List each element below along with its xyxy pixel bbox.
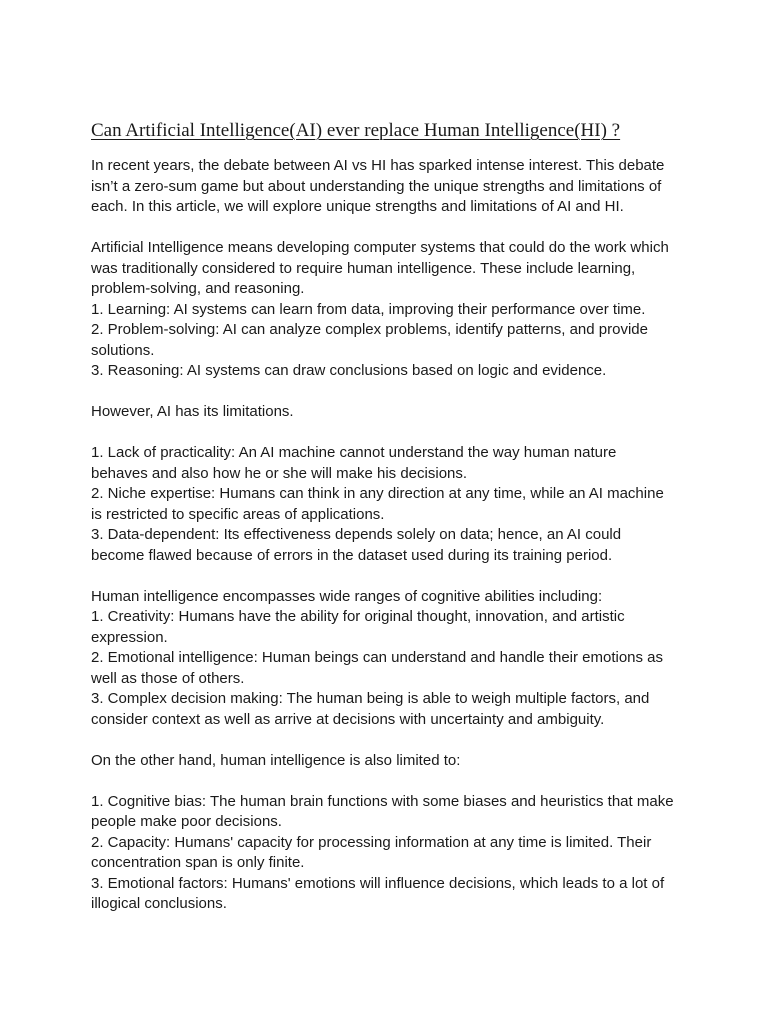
list-item: solutions. (91, 341, 155, 359)
intro-paragraph (91, 156, 691, 218)
document-title: Can Artificial Intelligence(AI) ever replace Human Intelligence(HI) ? (91, 120, 621, 141)
ai-limitations-heading: However, AI has its limitations. (91, 403, 294, 420)
ai-limitations-list (91, 443, 691, 566)
list-item: people make poor decisions. (91, 813, 282, 830)
text-line: each. In this article, we will explore unique strengths and limitations of AI and HI. (91, 198, 624, 215)
list-item: concentration span is only finite. (91, 854, 305, 871)
list-item: is restricted to specific areas of applications. (91, 505, 385, 523)
list-item: 2. Capacity: Humans' capacity for processing information at any time is limited. Their (91, 833, 652, 851)
paragraph-gap (91, 730, 691, 751)
text-line: Artificial Intelligence means developing computer systems that could do the work which (91, 239, 669, 256)
list-item: 2. Problem-solving: AI can analyze complex problems, identify patterns, and provide (91, 321, 648, 338)
hi-definition-paragraph (91, 587, 691, 731)
list-item: 3. Data-dependent: Its effectiveness depends solely on data; hence, an AI could (91, 526, 622, 543)
list-item: 1. Cognitive bias: The human brain functions with some biases and heuristics that make (91, 792, 674, 810)
list-item: 3. Reasoning: AI systems can draw conclusions based on logic and evidence. (91, 362, 607, 379)
list-item: consider context as well as arrive at decisions with uncertainty and ambiguity. (91, 710, 605, 728)
text-line: isn’t a zero-sum game but about understanding the unique strengths and limitations of (91, 177, 662, 195)
list-item: become flawed because of errors in the dataset used during its training period. (91, 546, 613, 564)
text-line: problem-solving, and reasoning. (91, 280, 305, 297)
text-line: was traditionally considered to require human intelligence. These include learning, (91, 259, 636, 277)
list-item: 1. Lack of practicality: An AI machine cannot understand the way human nature (91, 444, 617, 461)
list-item: expression. (91, 628, 168, 646)
list-item: 1. Creativity: Humans have the ability for original thought, innovation, and artistic (91, 608, 625, 625)
list-item: 1. Learning: AI systems can learn from data, improving their performance over time. (91, 300, 646, 318)
paragraph-gap (91, 423, 691, 444)
paragraph-gap (91, 771, 691, 792)
paragraph-gap (91, 382, 691, 403)
list-item: well as those of others. (91, 669, 245, 687)
document-body (91, 156, 691, 915)
list-item: illogical conclusions. (91, 895, 227, 912)
text-line: Human intelligence encompasses wide ranges of cognitive abilities including: (91, 587, 603, 605)
ai-definition-paragraph (91, 238, 691, 382)
list-item: 2. Niche expertise: Humans can think in any direction at any time, while an AI machine (91, 485, 664, 502)
document-content (91, 118, 691, 915)
list-item: 3. Emotional factors: Humans' emotions will influence decisions, which leads to a lot of (91, 874, 665, 892)
hi-limitations-heading: On the other hand, human intelligence is also limited to: (91, 751, 461, 769)
list-item: 2. Emotional intelligence: Human beings can understand and handle their emotions as (91, 649, 664, 666)
list-item: 3. Complex decision making: The human being is able to weigh multiple factors, and (91, 690, 650, 707)
list-item: behaves and also how he or she will make his decisions. (91, 464, 468, 482)
paragraph-gap (91, 566, 691, 587)
text-line: In recent years, the debate between AI vs HI has sparked intense interest. This debate (91, 157, 665, 174)
hi-limitations-list (91, 792, 691, 915)
paragraph-gap (91, 218, 691, 239)
